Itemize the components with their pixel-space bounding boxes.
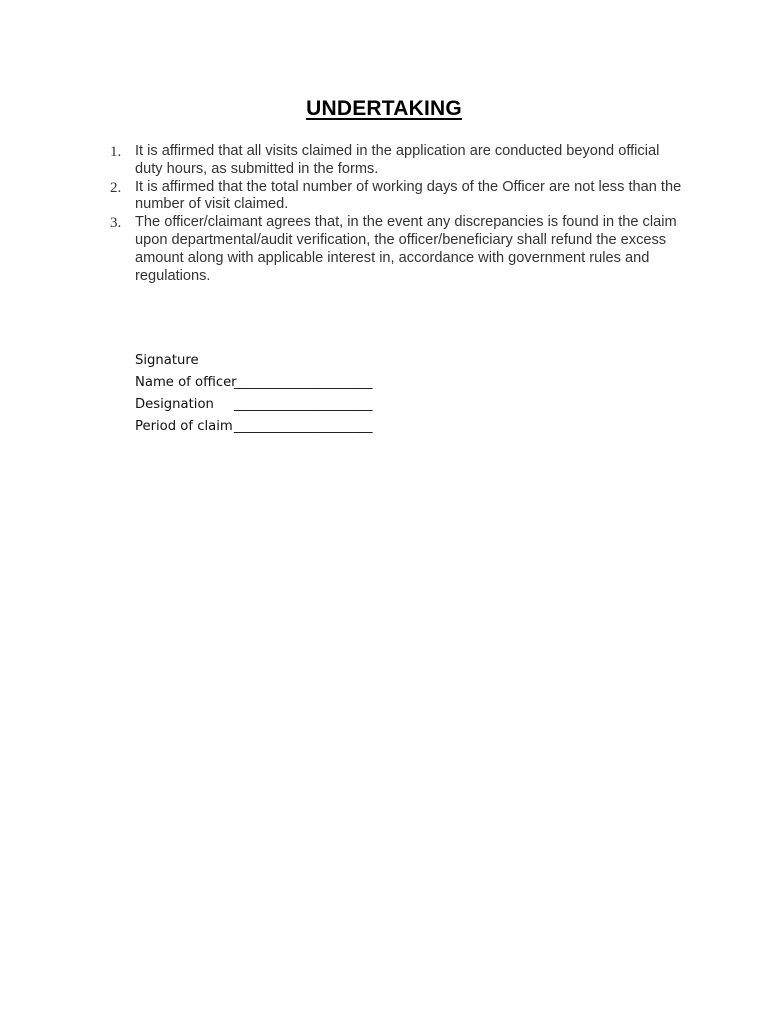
list-item-number: 2. (110, 179, 122, 196)
period-of-claim-blank: _____________________ (234, 419, 373, 434)
designation-row (135, 394, 455, 416)
list-item-number: 3. (110, 215, 122, 232)
officer-name-blank: _____________________ (234, 375, 373, 390)
signature-row (135, 350, 455, 372)
list-item-text: It is affirmed that all visits claimed in the application are conducted beyond official duty hours, as submitted in the forms. (135, 143, 660, 177)
signature-label: Signature (135, 353, 199, 368)
page-title: UNDERTAKING (306, 97, 462, 120)
designation-label: Designation (135, 397, 214, 412)
period-of-claim-row (135, 416, 455, 438)
signature-block (135, 350, 455, 438)
list-item (110, 214, 690, 285)
officer-name-label: Name of officer (135, 375, 237, 390)
list-item (110, 143, 690, 179)
list-item-number: 1. (110, 144, 122, 160)
period-of-claim-label: Period of claim (135, 419, 233, 434)
list-item-text: It is affirmed that the total number of working days of the Officer are not less than the number of visit claimed. (135, 178, 682, 213)
list-item (110, 179, 690, 215)
officer-name-row (135, 372, 455, 394)
designation-blank: _____________________ (234, 397, 373, 412)
undertaking-list (110, 143, 690, 285)
list-item-text: The officer/claimant agrees that, in the event any discrepancies is found in the claim upon departmental/audit verification, the officer/beneficiary shall refund the excess amount along with applicable interest in, accordance with government rules and regulations. (135, 214, 677, 284)
